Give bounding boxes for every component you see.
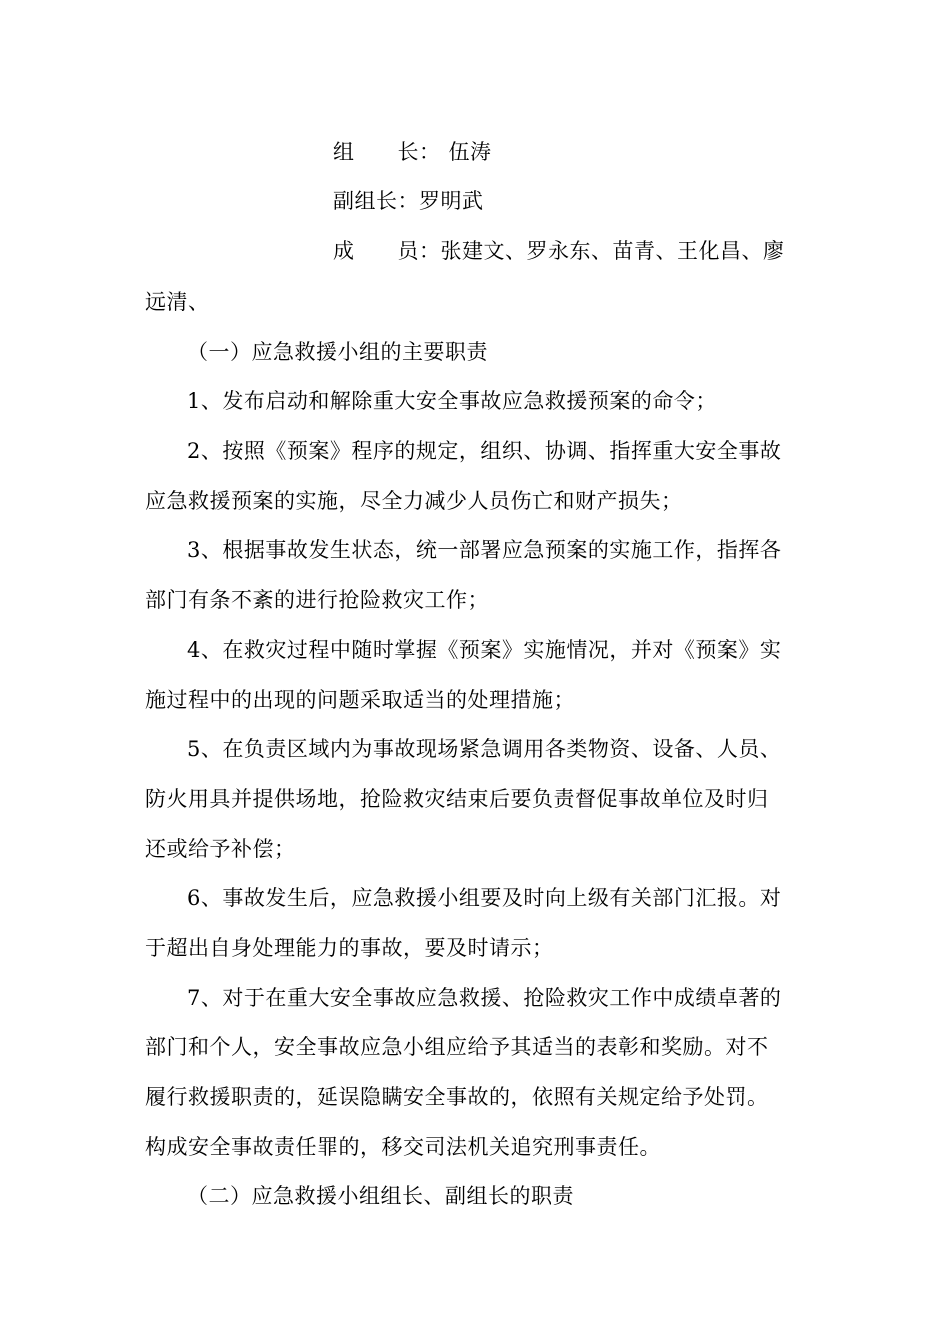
duty-item-3-line-2: 部门有条不紊的进行抢险救灾工作； (145, 588, 489, 612)
duty-item-4-line-1: 4、在救灾过程中随时掌握《预案》实施情况，并对《预案》实 (187, 638, 782, 662)
duty-item-4-line-2: 施过程中的出现的问题采取适当的处理措施； (145, 688, 575, 712)
duty-item-6-line-2: 于超出自身处理能力的事故，要及时请示； (145, 936, 554, 960)
duty-item-7-line-1: 7、对于在重大安全事故应急救援、抢险救灾工作中成绩卓著的 (187, 986, 782, 1010)
duty-item-7-line-3: 履行救援职责的，延误隐瞒安全事故的，依照有关规定给予处罚。 (145, 1085, 769, 1109)
duty-item-2-line-1: 2、按照《预案》程序的规定，组织、协调、指挥重大安全事故 (187, 439, 782, 463)
leader-line (333, 137, 492, 167)
section-heading-1: （一）应急救援小组的主要职责 (187, 340, 488, 364)
duty-item-5-line-2: 防火用具并提供场地，抢险救灾结束后要负责督促事故单位及时归 (145, 787, 769, 811)
duty-item-7-line-2: 部门和个人，安全事故应急小组应给予其适当的表彰和奖励。对不 (145, 1035, 769, 1059)
deputy-line (333, 186, 484, 216)
duty-item-7-line-4: 构成安全事故责任罪的，移交司法机关追究刑事责任。 (145, 1135, 661, 1159)
deputy-name: 罗明武 (419, 189, 484, 213)
duty-item-3-line-1: 3、根据事故发生状态，统一部署应急预案的实施工作，指挥各 (187, 538, 782, 562)
section-heading-2: （二）应急救援小组组长、副组长的职责 (187, 1184, 574, 1208)
members-names: 张建文、罗永东、苗青、王化昌、廖 (440, 239, 785, 263)
duty-item-5-line-3: 还或给予补偿； (145, 837, 296, 861)
duty-item-2-line-2: 应急救援预案的实施，尽全力减少人员伤亡和财产损失； (145, 489, 683, 513)
duty-item-5-line-1: 5、在负责区域内为事故现场紧急调用各类物资、设备、人员、 (187, 737, 782, 761)
members-line-continued: 远清、 (145, 290, 210, 314)
deputy-label: 副组长： (333, 189, 419, 213)
members-line (333, 236, 785, 266)
duty-item-1-line-1: 1、发布启动和解除重大安全事故应急救援预案的命令； (187, 389, 717, 413)
duty-item-6-line-1: 6、事故发生后，应急救援小组要及时向上级有关部门汇报。对 (187, 886, 782, 910)
members-label: 成 员： (333, 239, 441, 263)
leader-label: 组 长： (333, 140, 441, 164)
leader-name: 伍涛 (448, 140, 492, 164)
